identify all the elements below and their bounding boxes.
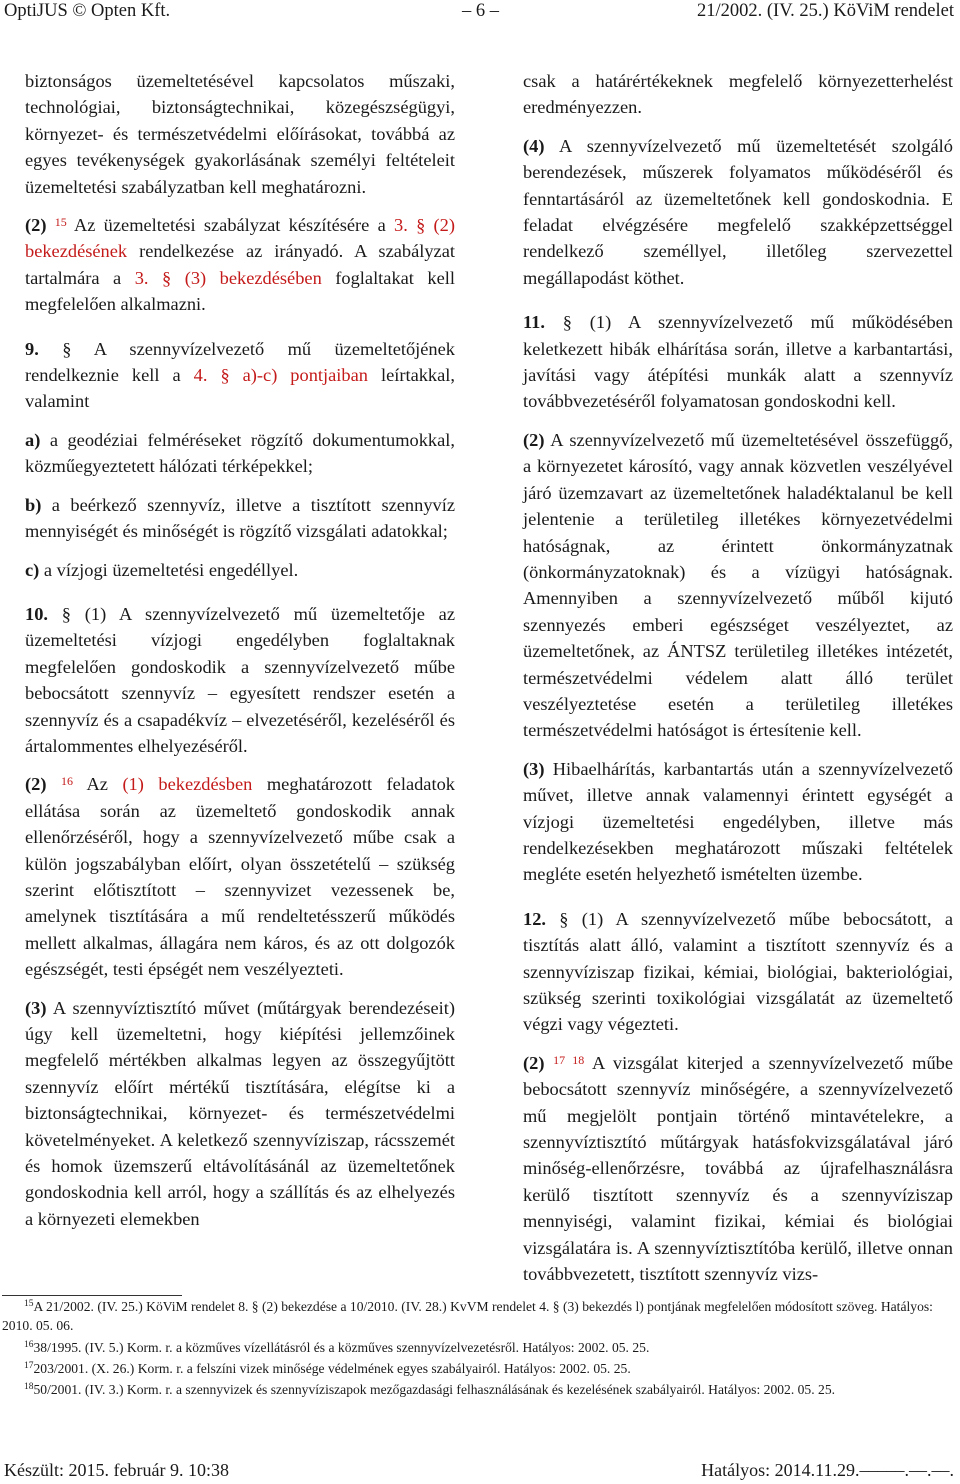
footer-created: Készült: 2015. február 9. 10:38 [4, 1460, 229, 1480]
header-publisher: OptiJUS © Opten Kft. [4, 1, 171, 21]
cross-ref-link[interactable]: 3. § (2) bekezdésének [25, 215, 455, 262]
page-header [0, 0, 960, 28]
section-11: 11. § (1) A szennyvízelvezető mű működésében keletkezett hibák elhárítása során, illetve a karbantartási, javítási vagy átépítési munkák alatt a szennyvíz továbbvezetéséről folyamatosan gondoskodni kell. [523, 312, 954, 412]
paragraph-11-3: (3) Hibaelhárítás, karbantartás után a szennyvízelvezető művet, illetve annak valamennyi érintett egységét a vízjogi üzemeltetési engedélyben, illetve más rendelkezésekben meghatározott műszaki feltételek megléte esetén helyezhető ismételten üzembe. [523, 758, 953, 885]
para-number: (2) [25, 215, 47, 236]
footnote: $^{15}$A 21/2002. (IV. 25.) KöViM rendelet 8. § (2) bekezdése a 10/2010. (IV. 28.) KvVM rendelet 4. § (3) bekezdés l) pontjának megfelelően módosított szöveg. Hatályos: 2010. 05. 06. [2, 1299, 933, 1334]
paragraph-10-4: (4) A szennyvízelvezető mű üzemeltetését szolgáló berendezések, műszerek folyamatos működéséről és fenntartásáról az üzemeltetőnek kell gondoskodnia. E feladat elvégzésére megfelelő szakképzettséggel rendelkező személlyel, illetőleg szervezettel megállapodást köthet. [523, 135, 953, 288]
list-item: c) a vízjogi üzemeltetési engedéllyel. [25, 559, 299, 580]
section-number: 11. [523, 312, 545, 333]
paragraph-10-2: (2) $^{16}$ Az (1) bekezdésben meghatározott feladatok ellátása során az üzemeltető gondoskodik annak ellenőrzéséről, hogy a szennyvízelvezető műbe csak a külön jogszabályban előírt, olyan összetételű – szükség szerint előtisztított – szennyvizet vezessenek be, amelynek tisztítására a mű rendeltetésszerű működés mellett alkalmas, állagára nem káros, és az ott dolgozók egészségét, testi épségét nem veszélyezteti. [25, 774, 455, 980]
footnote-divider [2, 1295, 182, 1296]
footnote-ref-15[interactable]: 15 [54, 215, 67, 230]
list-item: b) a beérkező szennyvíz, illetve a tisztított szennyvíz mennyiségét és minőségét is rögzítő vizsgálati adatokkal; [25, 494, 455, 542]
footnote: $^{18}$50/2001. (IV. 3.) Korm. r. a szennyvizek és szennyvíziszapok mezőgazdasági felhasználásának és kezelésének szabályairól. Hatályos: 2002. 05. 25. [24, 1382, 836, 1398]
paragraph: csak a határértékeknek megfelelő környezetterhelést eredményezzen. [523, 71, 953, 118]
footnote: $^{16}$38/1995. (IV. 5.) Korm. r. a közműves vízellátásról és a közműves szennyvízelvezetésről. Hatályos: 2002. 05. 25. [24, 1339, 650, 1355]
paragraph-11-2: (2) A szennyvízelvezető mű üzemeltetésével összefüggő, a környezetet károsító, vagy annak közvetlen veszélyével járó üzemzavart az üzemeltetőnek haladéktalanul be kell jelentenie a területileg illetékes környezetvédelmi hatóságnak, az érintett önkormányzatnak (önkormányzatoknak) és a vízügyi hatóságnak. Amennyiben a szennyvízelvezető műből kijutó szennyezés emberi egészséget veszélyeztet, az üzemeltetőnek, az ÁNTSZ területileg illetékes intézetét, természetvédelmi védelem alatt álló terület veszélyeztetése esetén a területileg illetékes természetvédelmi hatóságot is értesítenie kell. [523, 429, 953, 741]
footnote: $^{17}$203/2001. (X. 26.) Korm. r. a felszíni vizek minősége védelmének egyes szabályairól. Hatályos: 2002. 05. 25. [24, 1360, 631, 1376]
cross-ref-link[interactable]: (1) bekezdésben [122, 774, 253, 795]
section-number: 12. [523, 908, 546, 929]
footnote-ref-16[interactable]: 16 [60, 774, 73, 789]
footnotes [2, 1297, 958, 1401]
paragraph-8-2: (2) $^{15}$ Az üzemeltetési szabályzat készítésére a 3. § (2) bekezdésének rendelkezése az irányadó. A szabályzat tartalmára a 3. § (3) bekezdésében foglaltakat kell megfelelően alkalmazni. [25, 215, 455, 315]
section-number: 10. [25, 603, 48, 624]
section-number: 9. [25, 338, 39, 359]
cross-ref-link[interactable]: 3. § (3) bekezdésében [134, 267, 322, 288]
left-column [25, 68, 455, 1244]
header-regulation-title: 21/2002. (IV. 25.) KöViM rendelet [697, 1, 954, 21]
header-page-number: – 6 – [462, 1, 499, 21]
list-item: a) a geodéziai felméréseket rögzítő dokumentumokkal, közműegyeztetett hálózati térképekkel; [25, 429, 455, 477]
section-10: 10. § (1) A szennyvízelvezető mű üzemeltetője az üzemeltetési vízjogi engedélyben foglaltaknak megfelelően gondoskodik a szennyvízelvezető műbe bebocsátott szennyvíz – egyesített rendszer esetén a szennyvíz és a csapadékvíz – elvezetéséről, kezeléséről és ártalommentes elhelyezéséről. [25, 603, 455, 756]
paragraph: biztonságos üzemeltetésével kapcsolatos műszaki, technológiai, biztonságtechnikai, közegészségügyi, környezet- és természetvédelmi előírásokat, továbbá az egyes tevékenységek gyakorlásának személyi feltételeit üzemeltetési szabályzatban kell meghatározni. [25, 71, 455, 197]
right-column [523, 68, 953, 1299]
footer-effective: Hatályos: 2014.11.29.–––––.––.––. [701, 1460, 954, 1480]
footnote-ref-17-18[interactable]: 17 18 [553, 1052, 585, 1067]
section-9: 9. § A szennyvízelvezető mű üzemeltetőjének rendelkeznie kell a 4. § a)-c) pontjaiban leírtakkal, valamint [25, 338, 455, 412]
paragraph-12-2: (2) $^{17 18}$ A vizsgálat kiterjed a szennyvízelvezető műbe bebocsátott szennyvíz minőségére, a szennyvízelvezető mű megjelölt pontjain történő mintavételekre, a szennyvíztisztító műtárgyak hatásfokvizsgálatával járó minőség-ellenőrzésre, továbbá az újrafelhasználásra kerülő tisztított szennyvíz és a szennyvíziszap mennyiségi, valamint fizikai, kémiai és biológiai vizsgálatára is. A szennyvíztisztítóba kerülő, illetve onnan továbbvezetett, tisztított szennyvíz vizs- [523, 1052, 953, 1285]
section-12: 12. § (1) A szennyvízelvezető műbe bebocsátott, a tisztítás alatt álló, valamint a tisztított szennyvíz és a szennyvíziszap fizikai, kémiai, biológiai, bakteriológiai, szükség szerinti toxikológiai vizsgálatát az üzemeltető végzi vagy végezteti. [523, 908, 953, 1035]
paragraph-10-3: (3) A szennyvíztisztító művet (műtárgyak berendezéseit) úgy kell üzemeltetni, hogy kiépítési jellemzőinek megfelelő mértékben alkalmas legyen az összegyűjtött szennyvíz előírt mértékű tisztítására, elégítse ki a biztonságtechnikai, környezet- és természetvédelmi követelményeket. A keletkező szennyvíziszap, rácsszemét és homok üzemszerű eltávolításánál az üzemeltetőnek gondoskodnia kell arról, hogy a szállítás és az elhelyezés a környezeti elemekben [25, 997, 455, 1229]
cross-ref-link[interactable]: 4. § a)-c) pontjaiban [193, 365, 368, 386]
